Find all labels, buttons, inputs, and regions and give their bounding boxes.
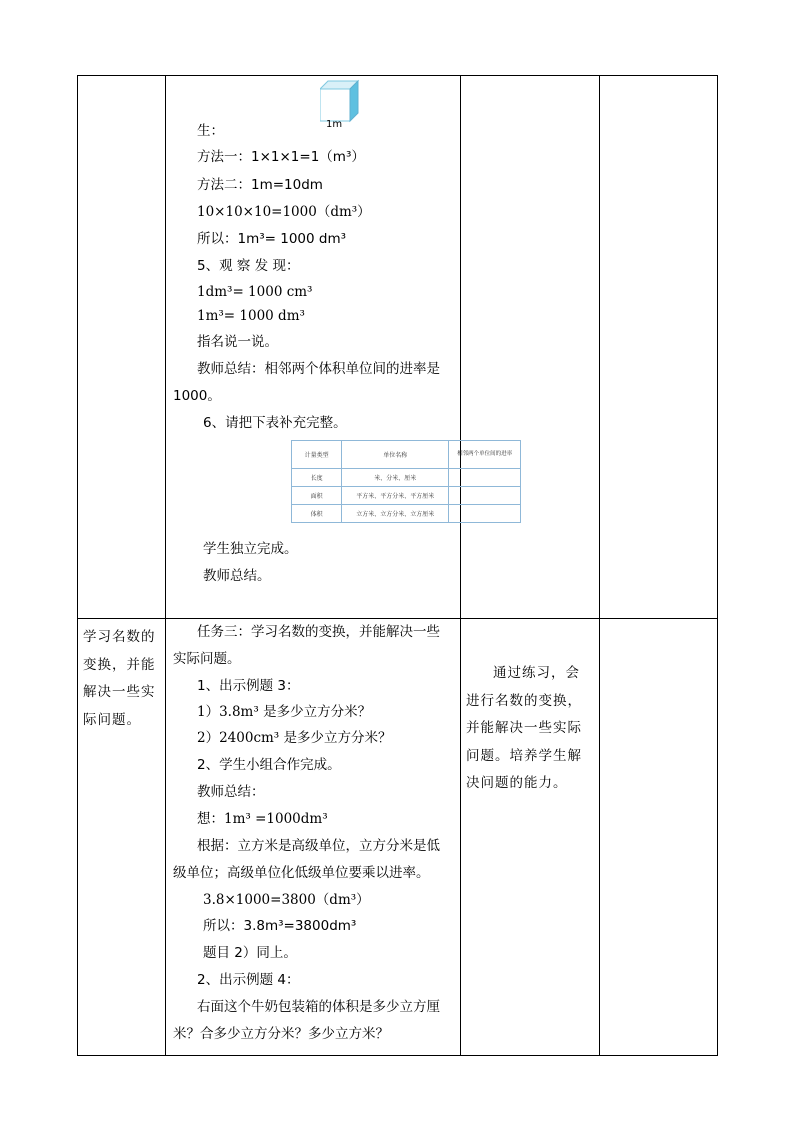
example3-q2: 2）2400cm³ 是多少立方分米？ <box>197 730 392 746</box>
example3-q1: 1）3.8m³ 是多少立方分米？ <box>197 704 372 720</box>
table-cell <box>449 469 521 487</box>
unit-table <box>291 440 521 523</box>
table-cell: 面积 <box>292 487 342 505</box>
line-observe: 5、观 察 发 现： <box>197 258 300 274</box>
line-independent: 学生独立完成。 <box>203 541 298 557</box>
group-work: 2、学生小组合作完成。 <box>197 757 341 773</box>
example4-text: 右面这个牛奶包装箱的体积是多少立方厘 <box>197 999 440 1015</box>
unit-table-header: 计量类型 <box>292 441 342 469</box>
intent-text: 通过练习，会进行名数的变换，并能解决一些实际问题。培养学生解决问题的能力。 <box>466 665 582 791</box>
example4-title: 2、出示例题 4： <box>197 972 300 988</box>
table-cell <box>449 487 521 505</box>
table-cell: 米、分米、厘米 <box>342 469 449 487</box>
example4-text-cont: 米？合多少立方分米？多少立方米？ <box>173 1026 389 1042</box>
basis-line-cont: 级单位；高级单位化低级单位要乘以进率。 <box>173 865 430 881</box>
table-cell: 体积 <box>292 505 342 523</box>
table-bottom-border <box>77 1055 718 1056</box>
task3-line: 任务三：学习名数的变换，并能解决一些 <box>197 624 440 640</box>
line-calc: 10×10×10=1000（dm³） <box>197 204 371 220</box>
line-fill-table: 6、请把下表补充完整。 <box>203 415 347 431</box>
unit-table-header: 相邻两个单位间的进率 <box>449 441 521 469</box>
line-speak: 指名说一说。 <box>197 334 278 350</box>
line-teacher-summary: 教师总结。 <box>203 568 271 584</box>
line-m3: 1m³= 1000 dm³ <box>197 308 305 324</box>
line-so: 所以：1m³= 1000 dm³ <box>197 231 347 247</box>
cube-label: 1m <box>326 119 343 130</box>
same-line: 题目 2）同上。 <box>203 945 297 961</box>
table-row <box>292 469 521 487</box>
think-line: 想：1m³ =1000dm³ <box>197 811 328 827</box>
line-method2: 方法二：1m=10dm <box>197 177 323 193</box>
table-cell: 平方米、平方分米、平方厘米 <box>342 487 449 505</box>
line-1000: 1000。 <box>173 388 221 404</box>
unit-table-header: 单位名称 <box>342 441 449 469</box>
row1-process-cell <box>165 75 513 618</box>
basis-line: 根据：立方米是高级单位，立方分米是低 <box>197 838 440 854</box>
table-row <box>292 487 521 505</box>
teacher-summary-2: 教师总结： <box>197 784 265 800</box>
table-cell: 长度 <box>292 469 342 487</box>
table-row <box>292 505 521 523</box>
row2-intent-cell <box>460 618 599 1055</box>
table-cell <box>449 505 521 523</box>
col-border-3 <box>599 75 600 1056</box>
example3-title: 1、出示例题 3： <box>197 678 300 694</box>
row2-process-cell <box>165 618 460 1055</box>
line-summary: 教师总结：相邻两个体积单位间的进率是 <box>197 361 440 377</box>
table-cell: 立方米、立方分米、立方厘米 <box>342 505 449 523</box>
line-student: 生： <box>197 123 224 139</box>
table-row <box>292 441 521 469</box>
goal-text: 学习名数的变换，并能解决一些实际问题。 <box>83 629 156 728</box>
col-border-right <box>717 75 718 1056</box>
line-method1: 方法一：1×1×1=1（m³） <box>197 149 365 165</box>
so-line: 所以：3.8m³=3800dm³ <box>203 918 357 934</box>
task3-line-cont: 实际问题。 <box>173 651 241 667</box>
calc-line: 3.8×1000=3800（dm³） <box>203 892 370 908</box>
row2-goal-cell <box>77 618 165 1055</box>
line-dm3: 1dm³= 1000 cm³ <box>197 284 313 300</box>
lesson-plan-table <box>77 75 718 1056</box>
